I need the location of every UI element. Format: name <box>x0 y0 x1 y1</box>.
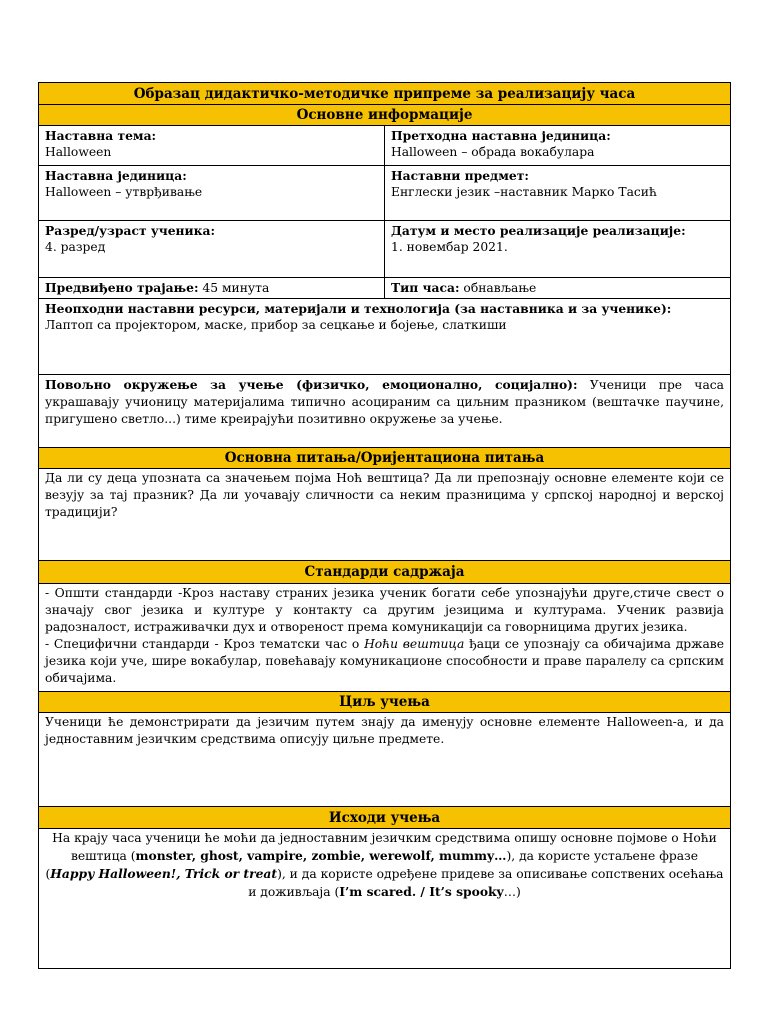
resources-value: Лаптоп са пројектором, маске, прибор за сецкање и бојење, слаткиши <box>45 318 507 332</box>
outcomes-part-1: На крају часа ученици ће моћи да једноставним језичким средствима опишу основне појмове о Ноћи вештица ( <box>52 831 717 863</box>
goal-text: Ученици ће демонстрирати да језичим путем знају да именују основне елементе Halloween-а, и да једноставним језичким средствима описују циљне предмете. <box>39 713 731 807</box>
basic-info-heading: Основне информације <box>39 105 731 126</box>
resources-cell <box>39 299 731 375</box>
subject-label: Наставни предмет: <box>391 168 529 183</box>
questions-text: Да ли су деца упозната са значењем појма Ноћ вештица? Да ли препознају основне елементе који се везују за тај празник? Да ли уочавају сличности са неким празницима у српској народној и верској традицији? <box>39 469 731 561</box>
questions-heading: Основна питања/Оријентациона питања <box>39 448 731 469</box>
date-value: 1. новембар 2021. <box>391 240 508 254</box>
subject-value: Енглески језик –наставник Марко Тасић <box>391 185 657 199</box>
environment-cell <box>39 375 731 448</box>
general-standards-text: - Општи стандарди -Кроз наставу страних језика ученик богати себе упознајући друге,стиче свест о значају свог језика и културе у контакту са другим језицима и културама. Ученик развија радозналост, истраживачки дух и отвореност према комуникацији са говорницима других језика. <box>45 586 724 634</box>
outcomes-text <box>39 829 731 969</box>
outcomes-adjectives: I’m scared. / It’s spooky <box>339 884 504 899</box>
topic-label: Наставна тема: <box>45 128 157 143</box>
unit-label: Наставна јединица: <box>45 168 187 183</box>
topic-cell <box>39 126 385 166</box>
duration-label: Предвиђено трајање: <box>45 280 199 295</box>
date-cell <box>385 221 731 278</box>
environment-label: Повољно окружење за учење (физичко, емоционално, социјално): <box>45 377 578 392</box>
outcomes-heading: Исходи учења <box>39 807 731 829</box>
outcomes-part-4: …) <box>503 885 521 899</box>
outcomes-part-2: ), да користе устаљене фразе ( <box>45 849 699 881</box>
outcomes-vocabulary: monster, ghost, vampire, zombie, werewolf, mummy… <box>135 848 507 863</box>
prev-unit-label: Претходна наставна јединица: <box>391 128 611 143</box>
resources-label: Неопходни наставни ресурси, материјали и технологија (за наставника и за ученике): <box>45 301 672 316</box>
duration-value: 45 минута <box>198 281 270 295</box>
lesson-plan-document <box>38 82 730 969</box>
subject-cell <box>385 166 731 221</box>
grade-value: 4. разред <box>45 240 106 254</box>
lesson-plan-table <box>38 82 731 969</box>
unit-cell <box>39 166 385 221</box>
goal-heading: Циљ учења <box>39 692 731 713</box>
grade-label: Разред/узраст ученика: <box>45 223 216 238</box>
outcomes-part-3: ), и да користе одређене придеве за описивање сопствених осећања и доживљаја ( <box>248 867 724 899</box>
prev-unit-cell <box>385 126 731 166</box>
standards-heading: Стандарди садржаја <box>39 561 731 584</box>
lesson-type-cell <box>385 278 731 299</box>
standards-cell <box>39 584 731 692</box>
form-title: Образац дидактичко-методичке припреме за реализацију часа <box>39 83 731 105</box>
outcomes-phrases: Happy Halloween!, Trick or treat <box>50 866 278 881</box>
specific-standards-b: ђаци се упознају са обичајима државе језика који уче, шире вокабулар, повећавају комуникационе способности и праве паралелу са српским обичајима. <box>45 637 724 685</box>
grade-cell <box>39 221 385 278</box>
date-label: Датум и место реализације реализације: <box>391 223 686 238</box>
lesson-type-value: обнављање <box>459 281 537 295</box>
lesson-type-label: Тип часа: <box>391 280 460 295</box>
specific-standards-a: - Специфични стандарди - Кроз тематски час о <box>45 637 365 651</box>
prev-unit-value: Halloween – обрада вокабулара <box>391 145 595 159</box>
duration-cell <box>39 278 385 299</box>
environment-value: Ученици пре часа украшавају учионицу материјалима типично асоцираним са циљним празником (вештачке паучине, пригушено светло...) тиме креирајући позитивно окружење за учење. <box>45 378 724 426</box>
topic-value: Halloween <box>45 145 112 159</box>
specific-standards-text <box>45 636 724 687</box>
unit-value: Halloween – утврђивање <box>45 185 203 199</box>
specific-standards-italic: Ноћи вештица <box>364 637 465 651</box>
